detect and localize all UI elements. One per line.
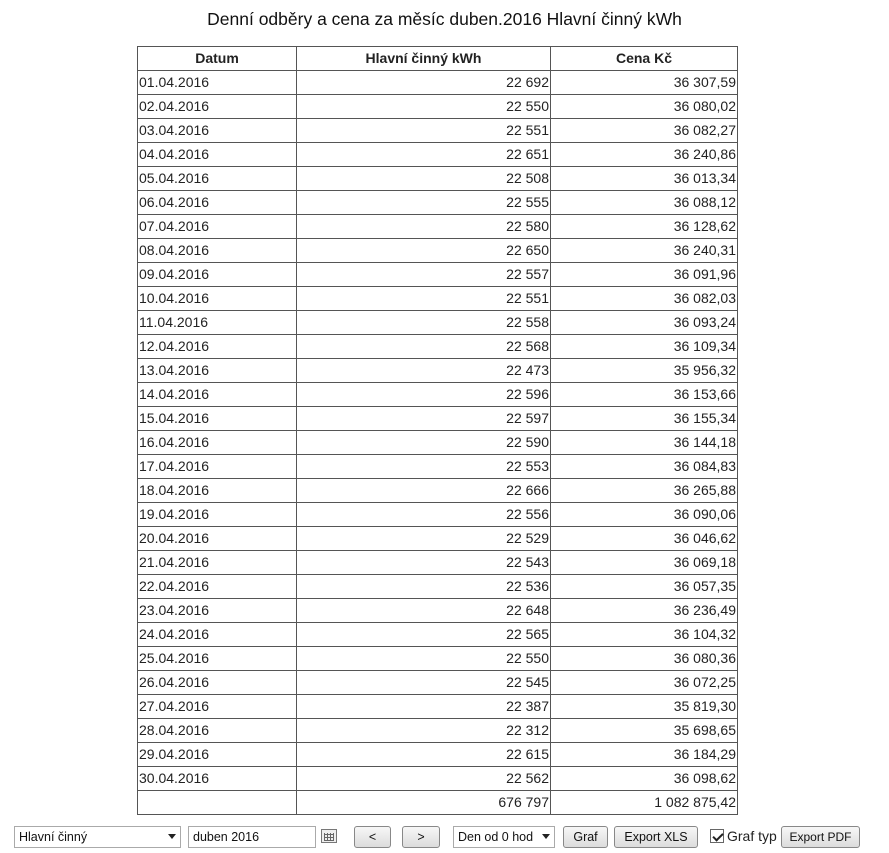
kwh-cell: 22 555 bbox=[297, 191, 551, 215]
graph-type-label: Graf typ bbox=[727, 828, 777, 844]
interval-select-value: Den od 0 hod bbox=[458, 830, 534, 844]
price-cell: 36 080,36 bbox=[551, 647, 738, 671]
date-cell: 13.04.2016 bbox=[138, 359, 297, 383]
kwh-cell: 22 565 bbox=[297, 623, 551, 647]
kwh-cell: 22 529 bbox=[297, 527, 551, 551]
date-cell: 23.04.2016 bbox=[138, 599, 297, 623]
price-cell: 36 090,06 bbox=[551, 503, 738, 527]
date-cell: 14.04.2016 bbox=[138, 383, 297, 407]
date-cell: 15.04.2016 bbox=[138, 407, 297, 431]
price-cell: 36 093,24 bbox=[551, 311, 738, 335]
price-cell: 36 307,59 bbox=[551, 71, 738, 95]
table-row bbox=[138, 143, 738, 167]
table-row bbox=[138, 647, 738, 671]
date-cell: 11.04.2016 bbox=[138, 311, 297, 335]
price-cell: 36 153,66 bbox=[551, 383, 738, 407]
price-cell: 36 082,03 bbox=[551, 287, 738, 311]
table-row bbox=[138, 407, 738, 431]
date-cell: 12.04.2016 bbox=[138, 335, 297, 359]
price-cell: 35 956,32 bbox=[551, 359, 738, 383]
table-row bbox=[138, 671, 738, 695]
price-cell: 36 080,02 bbox=[551, 95, 738, 119]
table-header-row bbox=[138, 47, 738, 71]
month-input[interactable]: duben 2016 bbox=[188, 826, 316, 848]
table-row bbox=[138, 119, 738, 143]
price-cell: 36 240,86 bbox=[551, 143, 738, 167]
kwh-cell: 22 550 bbox=[297, 95, 551, 119]
price-cell: 36 128,62 bbox=[551, 215, 738, 239]
kwh-cell: 22 551 bbox=[297, 287, 551, 311]
table-row bbox=[138, 599, 738, 623]
price-cell: 36 082,27 bbox=[551, 119, 738, 143]
date-cell: 06.04.2016 bbox=[138, 191, 297, 215]
price-cell: 36 069,18 bbox=[551, 551, 738, 575]
price-cell: 36 013,34 bbox=[551, 167, 738, 191]
prev-month-button[interactable]: < bbox=[354, 826, 391, 848]
column-header-date: Datum bbox=[138, 47, 297, 71]
kwh-cell: 22 550 bbox=[297, 647, 551, 671]
price-cell: 36 084,83 bbox=[551, 455, 738, 479]
kwh-cell: 22 692 bbox=[297, 71, 551, 95]
kwh-cell: 22 597 bbox=[297, 407, 551, 431]
chevron-down-icon bbox=[168, 834, 176, 839]
date-cell: 02.04.2016 bbox=[138, 95, 297, 119]
export-xls-button[interactable]: Export XLS bbox=[614, 826, 698, 848]
date-cell: 22.04.2016 bbox=[138, 575, 297, 599]
price-cell: 36 046,62 bbox=[551, 527, 738, 551]
toolbar bbox=[0, 824, 889, 850]
kwh-cell: 22 557 bbox=[297, 263, 551, 287]
table-row bbox=[138, 311, 738, 335]
price-cell: 35 819,30 bbox=[551, 695, 738, 719]
price-cell: 36 098,62 bbox=[551, 767, 738, 791]
date-cell: 24.04.2016 bbox=[138, 623, 297, 647]
price-cell: 36 072,25 bbox=[551, 671, 738, 695]
date-cell: 21.04.2016 bbox=[138, 551, 297, 575]
price-cell: 36 236,49 bbox=[551, 599, 738, 623]
table-row bbox=[138, 503, 738, 527]
price-cell: 36 057,35 bbox=[551, 575, 738, 599]
price-cell: 36 184,29 bbox=[551, 743, 738, 767]
table-row bbox=[138, 287, 738, 311]
date-cell: 10.04.2016 bbox=[138, 287, 297, 311]
kwh-cell: 22 473 bbox=[297, 359, 551, 383]
calendar-icon[interactable] bbox=[321, 829, 337, 843]
kwh-cell: 22 553 bbox=[297, 455, 551, 479]
table-row bbox=[138, 383, 738, 407]
date-cell: 09.04.2016 bbox=[138, 263, 297, 287]
date-cell: 26.04.2016 bbox=[138, 671, 297, 695]
table-row bbox=[138, 479, 738, 503]
page-title: Denní odběry a cena za měsíc duben.2016 Hlavní činný kWh bbox=[207, 9, 682, 29]
date-cell: 28.04.2016 bbox=[138, 719, 297, 743]
kwh-cell: 22 650 bbox=[297, 239, 551, 263]
kwh-cell: 22 545 bbox=[297, 671, 551, 695]
table-row bbox=[138, 575, 738, 599]
next-month-button[interactable]: > bbox=[402, 826, 440, 848]
kwh-cell: 22 590 bbox=[297, 431, 551, 455]
kwh-cell: 22 666 bbox=[297, 479, 551, 503]
kwh-cell: 22 596 bbox=[297, 383, 551, 407]
export-pdf-button[interactable]: Export PDF bbox=[781, 826, 860, 848]
table-row bbox=[138, 335, 738, 359]
price-cell: 36 265,88 bbox=[551, 479, 738, 503]
table-row bbox=[138, 71, 738, 95]
price-cell: 35 698,65 bbox=[551, 719, 738, 743]
meter-select-value: Hlavní činný bbox=[19, 830, 88, 844]
table-row bbox=[138, 695, 738, 719]
date-cell: 04.04.2016 bbox=[138, 143, 297, 167]
kwh-cell: 22 551 bbox=[297, 119, 551, 143]
table-row bbox=[138, 719, 738, 743]
price-cell: 36 144,18 bbox=[551, 431, 738, 455]
table-row bbox=[138, 359, 738, 383]
graph-button[interactable]: Graf bbox=[563, 826, 608, 848]
date-cell: 19.04.2016 bbox=[138, 503, 297, 527]
price-cell: 36 240,31 bbox=[551, 239, 738, 263]
table-row bbox=[138, 167, 738, 191]
table-row bbox=[138, 527, 738, 551]
date-cell: 03.04.2016 bbox=[138, 119, 297, 143]
date-cell: 07.04.2016 bbox=[138, 215, 297, 239]
price-cell: 36 091,96 bbox=[551, 263, 738, 287]
chevron-down-icon bbox=[542, 834, 550, 839]
table-row bbox=[138, 191, 738, 215]
date-cell: 20.04.2016 bbox=[138, 527, 297, 551]
kwh-cell: 22 556 bbox=[297, 503, 551, 527]
kwh-cell: 22 508 bbox=[297, 167, 551, 191]
date-cell: 01.04.2016 bbox=[138, 71, 297, 95]
price-cell: 36 088,12 bbox=[551, 191, 738, 215]
table-row bbox=[138, 743, 738, 767]
total-date-cell bbox=[138, 791, 297, 815]
interval-select[interactable] bbox=[453, 826, 555, 848]
date-cell: 16.04.2016 bbox=[138, 431, 297, 455]
meter-select[interactable] bbox=[14, 826, 181, 848]
kwh-cell: 22 648 bbox=[297, 599, 551, 623]
graph-type-checkbox[interactable] bbox=[710, 829, 724, 843]
table-row bbox=[138, 239, 738, 263]
date-cell: 30.04.2016 bbox=[138, 767, 297, 791]
table-row bbox=[138, 431, 738, 455]
date-cell: 05.04.2016 bbox=[138, 167, 297, 191]
kwh-cell: 22 651 bbox=[297, 143, 551, 167]
kwh-cell: 22 562 bbox=[297, 767, 551, 791]
date-cell: 18.04.2016 bbox=[138, 479, 297, 503]
kwh-cell: 22 558 bbox=[297, 311, 551, 335]
consumption-table bbox=[137, 46, 738, 815]
table-row bbox=[138, 623, 738, 647]
table-row bbox=[138, 263, 738, 287]
column-header-kwh: Hlavní činný kWh bbox=[297, 47, 551, 71]
kwh-cell: 22 543 bbox=[297, 551, 551, 575]
price-cell: 36 104,32 bbox=[551, 623, 738, 647]
table-row bbox=[138, 551, 738, 575]
kwh-cell: 22 580 bbox=[297, 215, 551, 239]
date-cell: 17.04.2016 bbox=[138, 455, 297, 479]
kwh-cell: 22 387 bbox=[297, 695, 551, 719]
table-row bbox=[138, 455, 738, 479]
total-kwh-cell: 676 797 bbox=[297, 791, 551, 815]
total-price-cell: 1 082 875,42 bbox=[551, 791, 738, 815]
table-row bbox=[138, 95, 738, 119]
date-cell: 27.04.2016 bbox=[138, 695, 297, 719]
kwh-cell: 22 615 bbox=[297, 743, 551, 767]
kwh-cell: 22 536 bbox=[297, 575, 551, 599]
table-row bbox=[138, 767, 738, 791]
kwh-cell: 22 312 bbox=[297, 719, 551, 743]
column-header-price: Cena Kč bbox=[551, 47, 738, 71]
table-total-row bbox=[138, 791, 738, 815]
date-cell: 29.04.2016 bbox=[138, 743, 297, 767]
kwh-cell: 22 568 bbox=[297, 335, 551, 359]
price-cell: 36 155,34 bbox=[551, 407, 738, 431]
date-cell: 08.04.2016 bbox=[138, 239, 297, 263]
date-cell: 25.04.2016 bbox=[138, 647, 297, 671]
price-cell: 36 109,34 bbox=[551, 335, 738, 359]
table-row bbox=[138, 215, 738, 239]
